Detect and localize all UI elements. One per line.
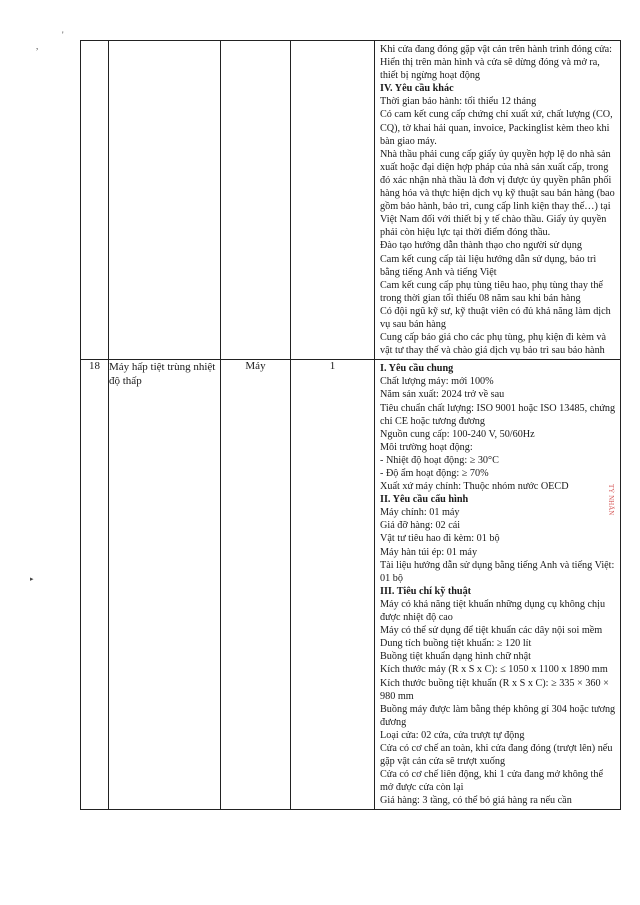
section-heading: I. Yêu cầu chung (380, 363, 454, 375)
spec-line: Chất lượng máy: mới 100% (380, 376, 494, 388)
spec-line: - Nhiệt độ hoạt động: ≥ 30°C (380, 454, 499, 466)
spec-line: Môi trường hoạt động: (380, 441, 473, 453)
spec-line: Cửa có cơ chế liên động, khi 1 cửa đang mở không thể mở được cửa còn lại (380, 769, 603, 794)
qty-cell: 1 (291, 360, 375, 810)
spec-line: Nhà thầu phải cung cấp giấy ủy quyền hợp lệ do nhà sản xuất hoặc đại diện hợp pháp của nhà sản xuất cấp, trong đó xác nhận nhà thầu là đơn vị được ủy quyền phân phối hàng hóa và thực hiện dịch vụ kỹ thuật sau bán hàng (bao gồm bảo hành, bảo trì, cung cấp linh kiện thay thế…) tại Việt Nam đối với thiết bị y tế chào thầu. Giấy ủy quyền phải còn hiệu lực tại thời điểm đóng thầu. (380, 148, 615, 239)
spec-line: Dung tích buồng tiệt khuẩn: ≥ 120 lít (380, 638, 532, 650)
qty-cell (291, 41, 375, 360)
spec-line: Kích thước buồng tiệt khuẩn (R x S x C): ≥ 335 × 360 × 980 mm (380, 677, 609, 702)
spec-line: Có đội ngũ kỹ sư, kỹ thuật viên có đủ khả năng làm dịch vụ sau bán hàng (380, 305, 611, 330)
spec-line: Xuất xứ máy chính: Thuộc nhóm nước OECD (380, 481, 569, 493)
spec-table (80, 40, 621, 810)
unit-cell: Máy (221, 360, 291, 810)
spec-line: Cam kết cung cấp tài liệu hướng dẫn sử dụng, bảo trì bằng tiếng Anh và tiếng Việt (380, 253, 597, 278)
spec-line: Khi cửa đang đóng gặp vật cản trên hành trình đóng cửa: Hiển thị trên màn hình và cửa sẽ dừng đóng và mở ra, thiết bị ngừng hoạt động (380, 44, 612, 82)
red-stamp-fragment: TỶ NHÂN (607, 484, 615, 516)
spec-line: Máy có thể sử dụng để tiệt khuẩn các dây nội soi mềm (380, 625, 603, 637)
spec-line: - Độ ẩm hoạt động: ≥ 70% (380, 468, 489, 479)
spec-line: Cửa có cơ chế an toàn, khi cửa đang đóng (trượt lên) nếu gặp vật cản cửa sẽ trượt xuống (380, 742, 613, 768)
spec-line: Máy có khả năng tiệt khuẩn những dụng cụ không chịu được nhiệt độ cao (380, 598, 606, 624)
page-mark-comma: , (36, 41, 39, 51)
section-heading: II. Yêu cầu cấu hình (380, 494, 469, 506)
spec-line: Cam kết cung cấp phụ tùng tiêu hao, phụ tùng thay thế trong thời gian tối thiểu 08 năm sau khi bán hàng (380, 279, 603, 304)
spec-line: Giá đỡ hàng: 02 cái (380, 520, 461, 532)
stt-cell: 18 (81, 360, 109, 810)
unit-cell (221, 41, 291, 360)
page-mark-tick: ' (62, 30, 64, 40)
section-heading: IV. Yêu cầu khác (380, 83, 454, 95)
spec-line: Buồng tiệt khuẩn dạng hình chữ nhật (380, 651, 531, 663)
spec-line: Nguồn cung cấp: 100-240 V, 50/60Hz (380, 428, 535, 440)
spec-line: Thời gian bảo hành: tối thiểu 12 tháng (380, 96, 537, 108)
table-row-18 (81, 360, 621, 810)
spec-cell (375, 360, 621, 810)
section-heading: III. Tiêu chí kỹ thuật (380, 585, 472, 597)
spec-line: Cung cấp báo giá cho các phụ tùng, phụ kiện đi kèm và vật tư thay thế và chào giá dịch vụ bảo trì sau bảo hành (380, 332, 607, 357)
spec-line: Đào tạo hướng dẫn thành thạo cho người sử dụng (380, 240, 582, 252)
spec-line: Máy chính: 01 máy (380, 507, 460, 519)
page-mark-side: ▸ (30, 575, 34, 583)
spec-line: Vật tư tiêu hao đi kèm: 01 bộ (380, 533, 500, 545)
device-name: Máy hấp tiệt trùng nhiệt độ thấp (109, 360, 221, 810)
spec-line: Giá hàng: 3 tầng, có thể bỏ giá hàng ra nếu cần (380, 795, 572, 807)
spec-line: Tài liệu hướng dẫn sử dụng bằng tiếng Anh và tiếng Việt: 01 bộ (380, 559, 615, 584)
spec-line: Năm sản xuất: 2024 trở về sau (380, 389, 505, 401)
spec-line: Kích thước máy (R x S x C): ≤ 1050 x 1100 x 1890 mm (380, 664, 608, 676)
spec-line: Loại cửa: 02 cửa, cửa trượt tự động (380, 729, 525, 741)
spec-line: Buồng máy được làm bằng thép không gỉ 304 hoặc tương đương (380, 703, 616, 728)
stt-cell (81, 41, 109, 360)
name-cell (109, 41, 221, 360)
spec-text-row-18 (375, 360, 620, 809)
spec-text-previous (375, 41, 620, 359)
table-row-previous (81, 41, 621, 360)
spec-line: Tiêu chuẩn chất lượng: ISO 9001 hoặc ISO 13485, chứng chỉ CE hoặc tương đương (380, 402, 616, 427)
spec-line: Máy hàn túi ép: 01 máy (380, 546, 478, 558)
spec-line: Có cam kết cung cấp chứng chỉ xuất xứ, chất lượng (CO, CQ), tờ khai hải quan, invoice, Packinglist kèm theo khi bàn giao máy. (380, 109, 613, 147)
spec-cell (375, 41, 621, 360)
